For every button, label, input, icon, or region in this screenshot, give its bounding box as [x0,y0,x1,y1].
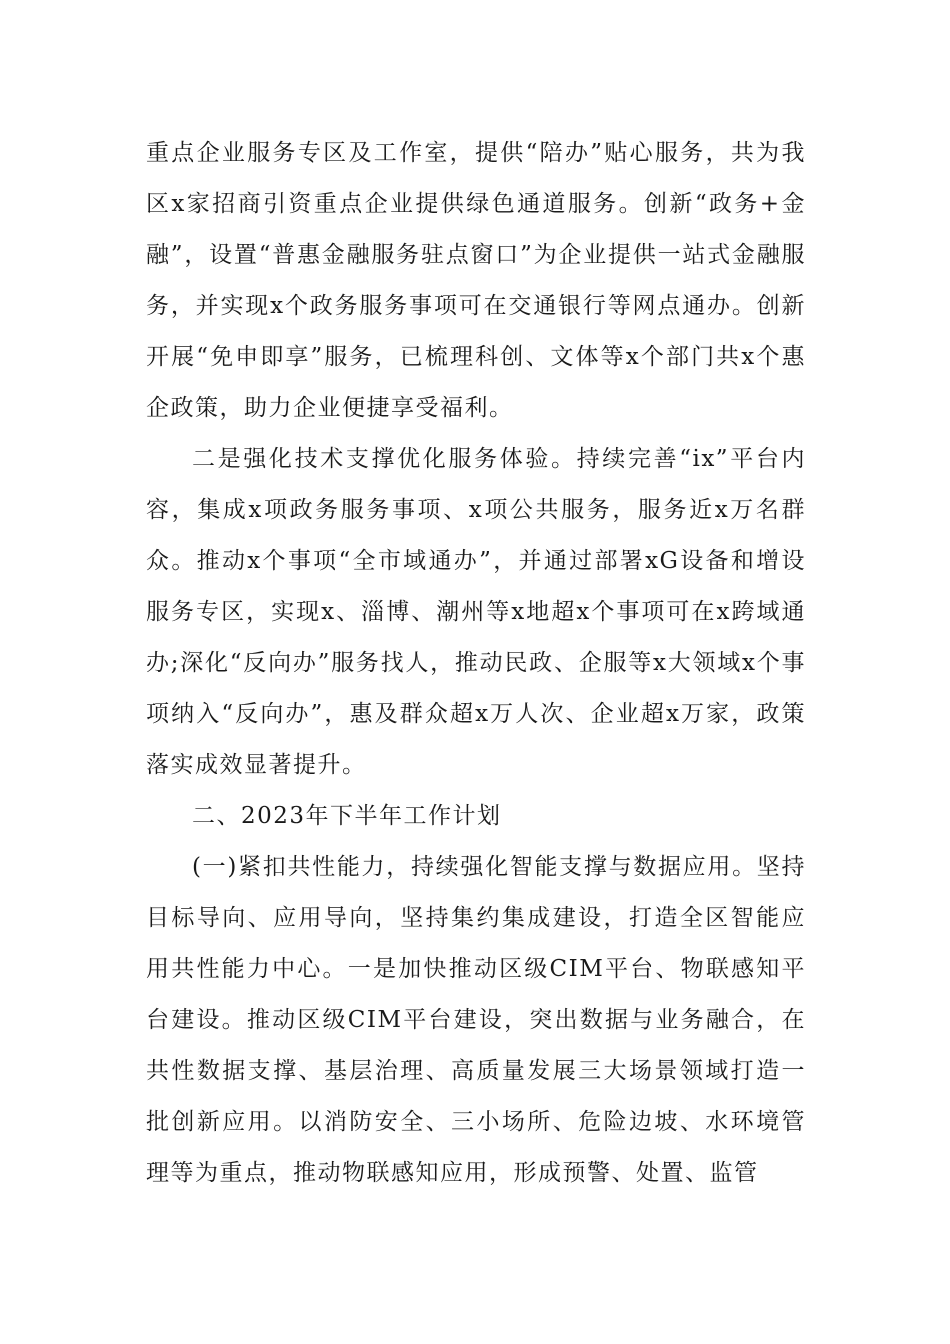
paragraph-2: 二是强化技术支撑优化服务体验。持续完善“ix”平台内容，集成x项政务服务事项、x项公共服务，服务近x万名群众。推动x个事项“全市域通办”，并通过部署xG设备和增设服务专区，实现x、淄博、潮州等x地超x个事项可在x跨域通办;深化“反向办”服务找人，推动民政、企服等x大领域x个事项纳入“反向办”，惠及群众超x万人次、企业超x万家，政策落实成效显著提升。 [146,446,806,778]
paragraph-1: 重点企业服务专区及工作室，提供“陪办”贴心服务，共为我区x家招商引资重点企业提供绿色通道服务。创新“政务+金融”，设置“普惠金融服务驻点窗口”为企业提供一站式金融服务，并实现x个政务服务事项可在交通银行等网点通办。创新开展“免申即享”服务，已梳理科创、文体等x个部门共x个惠企政策，助力企业便捷享受福利。 [146,140,806,421]
section-heading-2023-h2-plan: 二、2023年下半年工作计划 [192,803,502,829]
paragraph-4: (一)紧扣共性能力，持续强化智能支撑与数据应用。坚持目标导向、应用导向，坚持集约集成建设，打造全区智能应用共性能力中心。一是加快推动区级CIM平台、物联感知平台建设。推动区级CIM平台建设，突出数据与业务融合，在共性数据支撑、基层治理、高质量发展三大场景领域打造一批创新应用。以消防安全、三小场所、危险边坡、水环境管理等为重点，推动物联感知应用，形成预警、处置、监管 [146,854,806,1186]
document-body [146,128,806,1199]
